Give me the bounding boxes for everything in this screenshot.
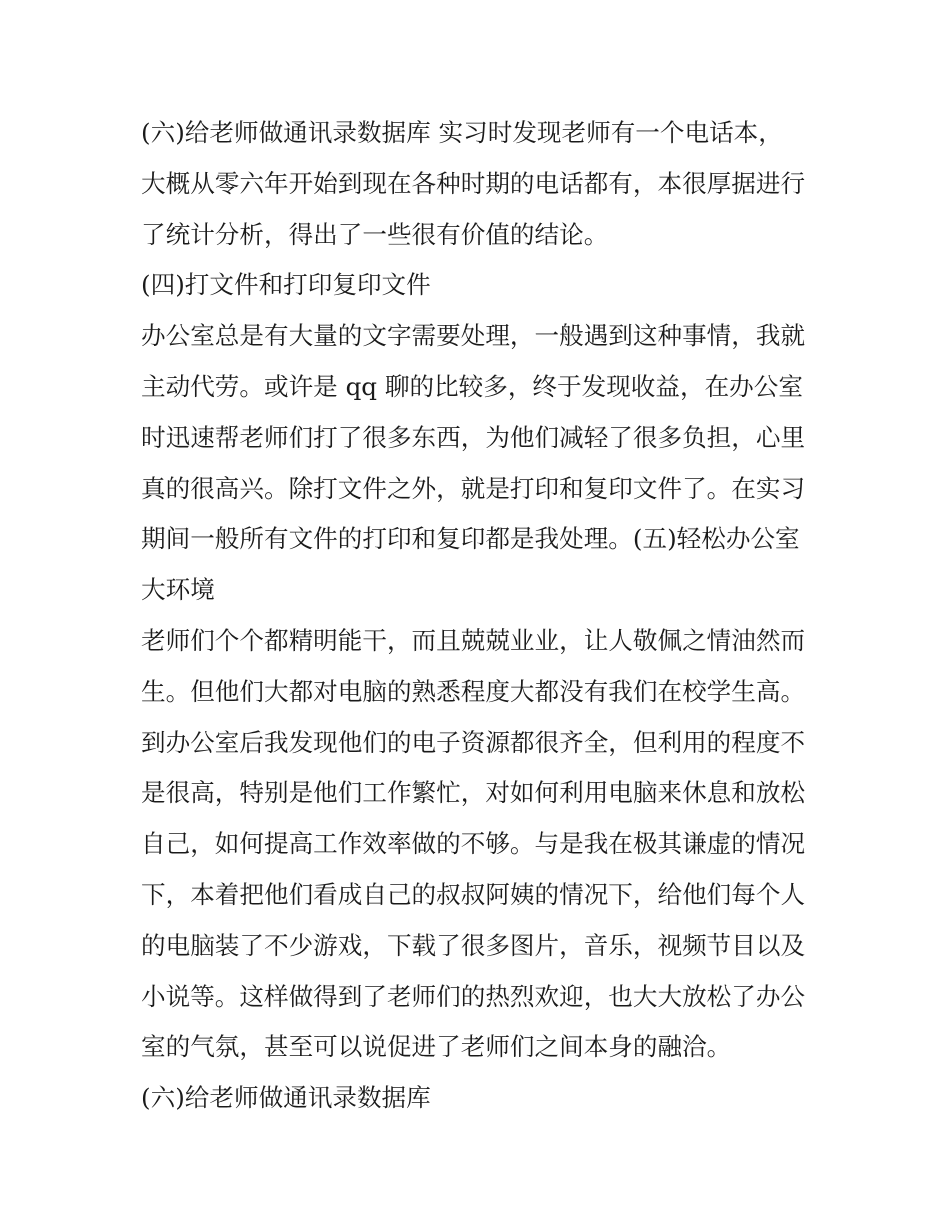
document-body bbox=[141, 108, 813, 1124]
text-line: 下，本着把他们看成自己的叔叔阿姨的情况下，给他们每个人 bbox=[141, 879, 806, 909]
text-line: 办公室总是有大量的文字需要处理，一般遇到这种事情，我就 bbox=[141, 321, 806, 351]
text-line: 期间一般所有文件的打印和复印都是我处理。(五)轻松办公室 bbox=[141, 524, 800, 554]
text-line: 生。但他们大都对电脑的熟悉程度大都没有我们在校学生高。 bbox=[141, 676, 806, 706]
text-line: 到办公室后我发现他们的电子资源都很齐全，但利用的程度不 bbox=[141, 727, 806, 757]
text-line: 室的气氛，甚至可以说促进了老师们之间本身的融洽。 bbox=[141, 1032, 732, 1062]
text-line: 时迅速帮老师们打了很多东西，为他们减轻了很多负担，心里 bbox=[141, 422, 806, 452]
text-line: 是很高，特别是他们工作繁忙，对如何利用电脑来休息和放松 bbox=[141, 778, 806, 808]
section-heading: (六)给老师做通讯录数据库 bbox=[141, 1083, 431, 1113]
section-heading: (四)打文件和打印复印文件 bbox=[141, 270, 431, 300]
text-line: 的电脑装了不少游戏，下载了很多图片，音乐，视频节目以及 bbox=[141, 930, 806, 960]
text-line: 小说等。这样做得到了老师们的热烈欢迎，也大大放松了办公 bbox=[141, 981, 806, 1011]
text-line: 了统计分析，得出了一些很有价值的结论。 bbox=[141, 219, 609, 249]
text-line: 大概从零六年开始到现在各种时期的电话都有，本很厚据进行 bbox=[141, 168, 806, 198]
text-line: 老师们个个都精明能干，而且兢兢业业，让人敬佩之情油然而 bbox=[141, 625, 806, 655]
text-line: 自己，如何提高工作效率做的不够。与是我在极其谦虚的情况 bbox=[141, 829, 806, 859]
text-line: (六)给老师做通讯录数据库 实习时发现老师有一个电话本， bbox=[141, 118, 783, 147]
text-line: 真的很高兴。除打文件之外，就是打印和复印文件了。在实习 bbox=[141, 473, 806, 503]
text-line: 主动代劳。或许是 qq 聊的比较多，终于发现收益，在办公室 bbox=[141, 371, 803, 401]
text-line: 大环境 bbox=[141, 575, 215, 605]
